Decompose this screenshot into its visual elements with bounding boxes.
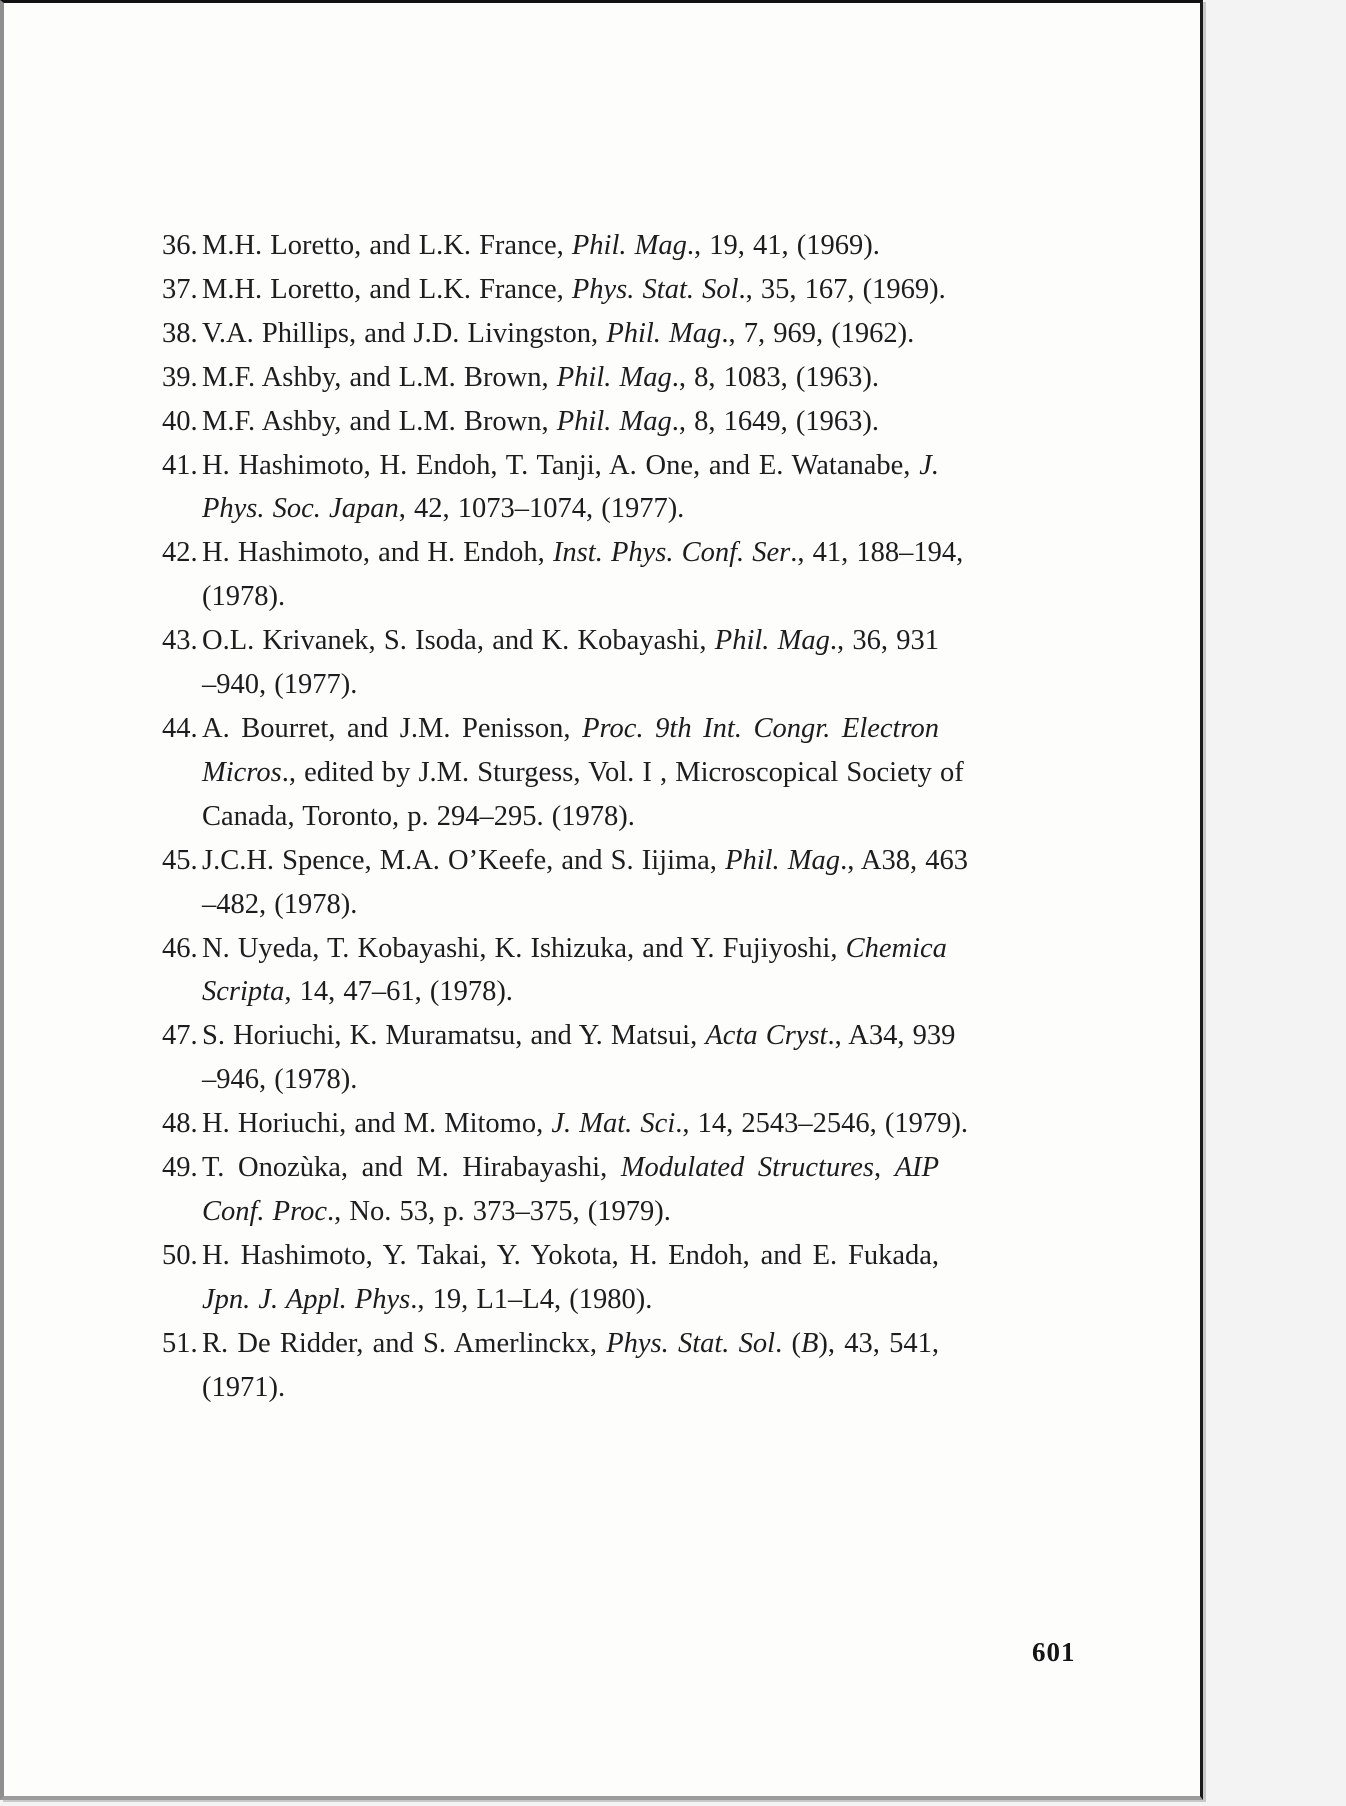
reference-number: 42. [162,537,198,569]
reference-line [162,400,939,444]
reference-text-segment: Modulated Structures [620,1152,874,1184]
reference-text-segment: Phys. Stat. Sol [571,273,739,305]
reference-text-segment: H. Hashimoto, Y. Takai, Y. Yokota, H. Endoh, and E. Fukada, [202,1239,939,1271]
reference-text-segment: Phil. Mag [606,317,722,349]
reference-text-segment: ., A34, 939 [827,1020,956,1052]
reference-line [202,1190,939,1234]
reference-line [202,751,964,795]
reference-item [162,224,939,268]
page-number: 601 [1032,1637,1076,1667]
reference-text-segment: M.F. Ashby, and L.M. Brown, [202,361,557,393]
reference-number: 46. [162,932,198,964]
reference-text-segment: ., No. 53, p. 373–375, (1979). [327,1195,671,1227]
reference-line [162,312,939,356]
reference-line [202,970,939,1014]
reference-text-segment: Micros [202,756,282,788]
reference-text-segment: ., 36, 931 [829,625,940,657]
reference-number: 39. [162,361,198,393]
reference-text-segment: M.F. Ashby, and L.M. Brown, [202,405,557,437]
reference-number: 44. [162,712,198,744]
reference-text-segment: M.H. Loretto, and L.K. France, [202,273,572,305]
reference-text-segment: ., 41, 188–194, [790,537,964,569]
reference-text-segment: O.L. Krivanek, S. Isoda, and K. Kobayashi, [202,625,715,657]
reference-text-segment: Conf. Proc [202,1195,328,1227]
reference-text-segment: Phys. Soc. Japan [202,493,399,525]
reference-text-segment: M.H. Loretto, and L.K. France, [202,230,572,261]
reference-line [162,1146,940,1190]
reference-item [162,444,939,532]
reference-text-segment: ., edited by J.M. Sturgess, Vol. I , Microscopical Society of [281,756,964,788]
reference-line [202,883,939,927]
reference-text-segment: Phil. Mag [556,361,672,393]
reference-line [162,444,939,488]
reference-text-segment: Inst. Phys. Conf. Ser [552,537,791,569]
reference-item [162,268,946,312]
reference-item [162,839,968,927]
reference-item [162,1234,939,1322]
reference-line [162,927,947,971]
reference-number: 38. [162,317,198,349]
reference-text-segment: ., 19, L1–L4, (1980). [410,1283,653,1315]
reference-text-segment: –482, (1978). [202,888,358,920]
reference-line [202,575,939,619]
reference-list [162,224,968,1409]
reference-text-segment: J. [919,449,939,481]
reference-item [162,400,939,444]
reference-text-segment: H. Hashimoto, H. Endoh, T. Tanji, A. One, and E. Watanabe, [202,449,920,481]
reference-item [162,312,939,356]
reference-text-segment: J.C.H. Spence, M.A. O’Keefe, and S. Iijima, [202,844,726,876]
reference-text-segment: H. Horiuchi, and M. Mitomo, [202,1108,552,1140]
reference-text-segment: Jpn. J. Appl. Phys [202,1283,411,1315]
reference-number: 45. [162,844,198,876]
reference-number: 43. [162,625,198,657]
reference-item [162,927,947,1015]
reference-line [162,1322,939,1366]
reference-number: 41. [162,449,198,481]
reference-text-segment: Scripta [202,976,285,1008]
reference-text-segment: ., 35, 167, (1969). [738,273,946,305]
reference-item [162,1322,939,1410]
reference-text-segment: ., 8, 1083, (1963). [671,361,879,393]
reference-text-segment: Phil. Mag [725,844,841,876]
reference-number: 49. [162,1152,198,1184]
reference-item [162,356,939,400]
reference-line [162,224,939,268]
reference-number: 51. [162,1327,198,1359]
reference-text-segment: ., A38, 463 [840,844,968,876]
reference-line [202,795,939,839]
reference-line [162,619,940,663]
reference-text-segment: ), 43, 541, [818,1327,939,1359]
reference-line [162,268,946,312]
reference-text-segment: ., 19, 41, (1969). [686,230,880,261]
reference-item [162,1102,968,1146]
reference-item [162,619,940,707]
reference-text-segment: (1978). [202,581,286,613]
reference-text-segment: J. Mat. Sci [551,1108,676,1140]
reference-text-segment: Chemica [845,932,947,964]
reference-text-segment: –940, (1977). [202,669,358,701]
reference-line [162,531,964,575]
reference-text-segment: V.A. Phillips, and J.D. Livingston, [202,317,607,349]
reference-text-segment: ., 14, 2543–2546, (1979). [675,1108,968,1140]
reference-line [162,707,939,751]
reference-text-segment: Phys. Stat. Sol [606,1327,776,1359]
reference-line [202,663,939,707]
reference-text-segment: H. Hashimoto, and H. Endoh, [202,537,553,569]
reference-line [202,487,939,531]
reference-text-segment: N. Uyeda, T. Kobayashi, K. Ishizuka, and Y. Fujiyoshi, [202,932,846,964]
reference-number: 36. [162,230,198,261]
reference-text-segment: B [800,1327,819,1359]
reference-text-segment: Canada, Toronto, p. 294–295. (1978). [202,800,635,832]
reference-text-segment: . ( [775,1327,801,1359]
reference-text-segment: Phil. Mag [714,625,830,657]
reference-number: 50. [162,1239,198,1271]
reference-number: 40. [162,405,198,437]
reference-text-segment: , 14, 47–61, (1978). [284,976,513,1008]
reference-line [162,356,939,400]
reference-text-segment: S. Horiuchi, K. Muramatsu, and Y. Matsui, [202,1020,706,1052]
reference-text-segment: T. Onozùka, and M. Hirabayashi, [202,1152,621,1184]
reference-text-segment: Phil. Mag [556,405,672,437]
reference-line [202,1366,939,1410]
reference-item [162,707,964,839]
reference-text-segment: Phil. Mag [571,230,687,261]
reference-text-segment: A. Bourret, and J.M. Penisson, [202,712,583,744]
reference-text-segment: Acta Cryst [705,1020,828,1052]
reference-text-segment: AIP [894,1152,940,1184]
reference-line [162,1102,968,1146]
reference-text-segment: ., 7, 969, (1962). [721,317,915,349]
reference-line [162,1014,956,1058]
reference-line [162,1234,939,1278]
reference-item [162,1146,940,1234]
reference-text-segment: R. De Ridder, and S. Amerlinckx, [202,1327,607,1359]
reference-text-segment: (1971). [202,1371,286,1403]
reference-number: 47. [162,1020,198,1052]
reference-line [202,1058,939,1102]
reference-item [162,1014,956,1102]
reference-number: 48. [162,1108,198,1140]
reference-text-segment: , 42, 1073–1074, (1977). [398,493,685,525]
reference-text-segment: Proc. 9th Int. Congr. Electron [582,712,939,744]
reference-line [202,1278,939,1322]
reference-line [162,839,968,883]
reference-text-segment: –946, (1978). [202,1064,358,1096]
reference-number: 37. [162,273,198,305]
reference-text-segment: ., 8, 1649, (1963). [671,405,879,437]
reference-item [162,531,964,619]
reference-text-segment: , [873,1152,895,1184]
